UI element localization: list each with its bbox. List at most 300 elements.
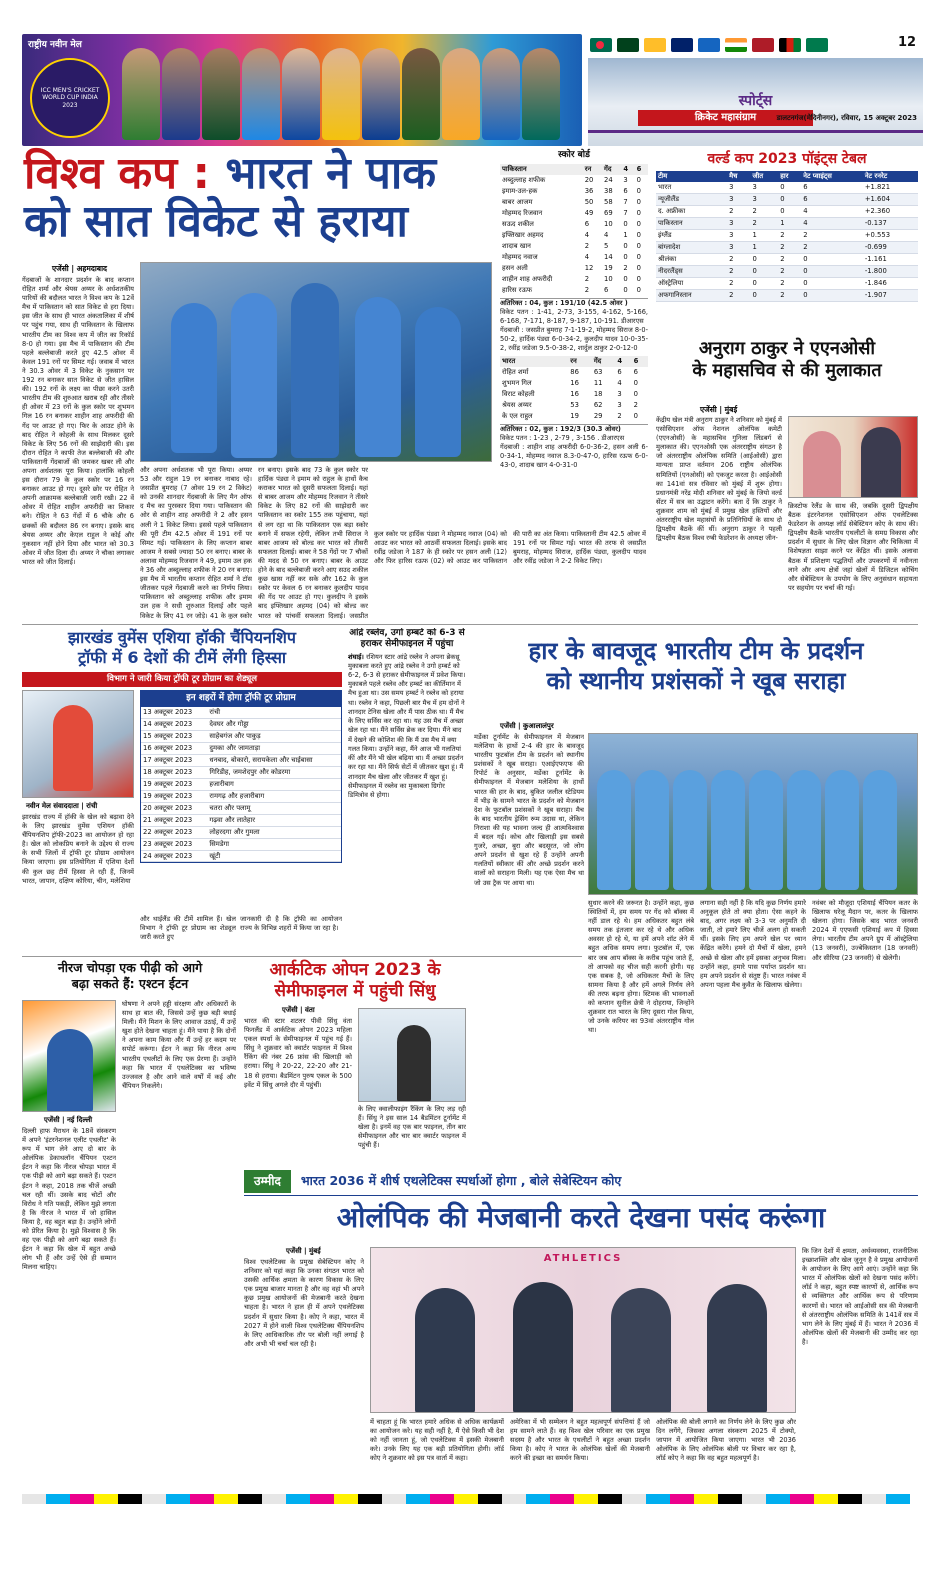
points-cell: +2.360 — [863, 206, 918, 218]
pak-fow: विकेट पतन : 1-41, 2-73, 3-155, 4-162, 5-166, 6-168, 7-171, 8-187, 9-187, 10-191. डीआरएस — [500, 307, 648, 325]
player-portrait — [122, 48, 160, 140]
neeraj-col2: घोषणा ने अपने हड्डी संरक्षण और अधिकारों के साथ हा बात की, जिससे उन्हें कुछ बड़ी बधाई मिली। मैंने मिशन के लिए आवाज उठाई, मैं उन्हें खुश होते देखना चाहता हूं। मैंने पाया है कि दोनों ने अपना काम किया और मैं उन्हें हर कदम पर सपोर्ट करूंगा। ईटन ने कहा कि नीरज अन्य भारतीय एथलीटों के लिए एक प्रेरणा हैं। उन्होंने कहा कि भारत में एथलेटिक्स का भविष्य उज्जवल है और आने वाले वर्षों में कई और चैंपियन निकलेंगे। — [122, 1000, 236, 1090]
schedule-row — [141, 742, 341, 754]
player-portraits — [122, 48, 560, 140]
batting-cell: 0 — [636, 252, 641, 261]
batting-cell: 10 — [604, 219, 613, 228]
adre-byline: शंघाई। — [348, 652, 364, 661]
schedule-row — [141, 707, 341, 718]
col-header: टीम — [658, 172, 668, 181]
batting-row — [500, 186, 648, 197]
adre-story — [348, 628, 466, 952]
world-cup-logo — [30, 58, 110, 138]
points-cell: -0.137 — [863, 218, 918, 230]
batting-cell: 2 — [623, 263, 628, 272]
trophy-schedule — [140, 690, 342, 863]
hockey-body-2: और थाईलैंड की टीमें शामिल हैं। खेल विभाग ने ट्रॉफी टूर प्रोग्राम का शेड्यूल जारी करते हुए — [140, 915, 236, 942]
batting-cell: 4 — [604, 230, 609, 239]
hockey-body: झारखंड राज्य में हॉकी के खेल को बढ़ावा देने के लिए झारखंड वुमेंस एशियन हॉकी चैंपियनशिप ट्रॉफी-2023 का आयोजन हो रहा है। खेल को लोकप्रिय बनाने के उद्देश्य से राज्य के सभी जिलों में ट्रॉफी टूर प्रोग्राम आयोजन किया जाएगा। इस प्रतियोगिता में एशिया देशों की कुल छह टीमें हिस्सा ले रही हैं, जिनमें भारत, जापान, दक्षिण कोरिया, चीन, मलेशिया — [22, 813, 134, 885]
batting-cell: 2 — [584, 274, 590, 283]
batting-row — [500, 219, 648, 230]
masthead-banner — [22, 34, 582, 146]
batting-cell: 0 — [636, 274, 641, 283]
col-header: मैच — [729, 172, 738, 181]
pak-batting-table — [500, 164, 648, 296]
batting-cell: 36 — [584, 186, 594, 195]
points-cell: न्यूजीलैंड — [656, 194, 727, 206]
batting-row — [500, 389, 648, 400]
points-cell: 0 — [750, 278, 778, 290]
hockey-body-3: जानकारी दी है कि ट्रॉफी का आयोजन राज्य के विभिन्न शहरों में किया जा रहा है। — [240, 915, 342, 933]
player-portrait — [322, 48, 360, 140]
trophy-schedule-title: इन शहरों में होगा ट्रॉफी टूर प्रोग्राम — [141, 691, 341, 707]
world-cup-logo-text: ICC MEN'S CRICKET WORLD CUP INDIA 2023 — [40, 87, 100, 109]
lead-col1: गेंदबाजों के शानदार प्रदर्शन के बाद कप्तान रोहित शर्मा और श्रेयस अय्यर के अर्धशतकीय पारियों की बदौलत भारत ने विश्व कप के 12वें मैच में पाकिस्तान को सात विकेट से हरा दिया। इस जीत के साथ ही भारत अंकतालिका में शीर्ष पर पहुंच गया, साथ ही पाकिस्तान के खिलाफ भारतीय टीम का विश्व कप में जीत का रिकॉर्ड 8-0 हो गया। इस मैच में पाकिस्तान की टीम पहले बल्लेबाजी करते हुए 42.5 ओवर में केवल 191 रनों पर सिमट गई। जवाब में भारत ने 30.3 ओवर में 3 विकेट के नुकसान पर 192 रन बनाकर सात विकेट से जीत हासिल की। 192 रनों के लक्ष्य का पीछा करने उतरी भारतीय टीम की शुरुआत खराब रही और तीसरे ही ओवर में 23 रनों के कुल स्कोर पर शुभमन गिल 16 रन बनाकर शाहीन शाह अफरीदी की गेंद पर आउट हो गए। फिर के आउट होने के बाद रोहित ने कोहली के साथ मिलकर दूसरे विकेट के लिए 56 रनों की साझेदारी की। इस दौरान रोहित ने काफी तेज बल्लेबाजी की और पाकिस्तानी गेंदबाजों की जमकर खबर ली और अपना अर्धशतक पूरा किया। हालांकि कोहली इस दौरान 79 के कुल स्कोर पर 16 रन बनाकर आउट हो गए। दूसरे छोर पर रोहित ने अपनी आक्रामक बल्लेबाजी जारी रखी। 22 वें ओवर में रोहित शाहीन अफरीदी का शिकार बने। रोहित ने 63 गेंदों में 6 चौके और 6 छक्कों की बदौलत 86 रन बनाए। इसके बाद श्रेयस अय्यर और केएल राहुल ने कोई और नुकसान नहीं होने दिया और भारत को 30.3 ओवर में जीत दिला दी। अय्यर ने चौका लगाकर भारत को जीत दिलाई। — [22, 276, 134, 566]
olympic-strap — [244, 1168, 918, 1196]
batting-cell: 24 — [604, 175, 613, 184]
col-header: 4 — [623, 164, 629, 173]
anurag-headline-line2: के महासचिव से की मुलाकात — [692, 359, 882, 381]
points-cell: 2 — [750, 218, 778, 230]
schedule-cell: 16 अक्टूबर 2023 — [141, 742, 207, 754]
sindhu-headline-line1: आर्कटिक ओपन 2023 के — [269, 960, 441, 980]
points-cell: 2 — [727, 290, 750, 302]
batting-cell: 0 — [633, 389, 638, 398]
batting-cell: 0 — [636, 197, 641, 206]
points-cell: 3 — [727, 182, 750, 193]
schedule-row — [141, 826, 341, 838]
schedule-cell: देवघर और गोड्डा — [207, 718, 341, 730]
neeraj-headline — [22, 960, 238, 993]
batting-cell: 12 — [584, 263, 594, 272]
batting-cell: 6 — [623, 186, 628, 195]
points-cell: 2 — [778, 242, 801, 254]
batting-row — [500, 241, 648, 252]
batting-cell: शाहीन शाह अफरीदी — [502, 274, 553, 283]
col-header: 4 — [617, 357, 623, 366]
schedule-cell: हजारीबाग — [207, 778, 341, 790]
points-cell: श्रीलंका — [656, 254, 727, 266]
banner-title: क्रिकेट महासंग्राम — [694, 112, 757, 123]
player-portrait — [402, 48, 440, 140]
points-cell: 0 — [750, 254, 778, 266]
india-team-photo — [140, 262, 492, 462]
points-cell: 2 — [727, 206, 750, 218]
batting-row — [500, 208, 648, 219]
batting-cell: 29 — [593, 411, 603, 420]
ind-extras: अतिरिक्त : 02, कुल : 192/3 (30.3 ओवर) — [500, 424, 648, 434]
points-row — [656, 290, 918, 302]
col-header: नेट प्वाइंट्स — [803, 172, 832, 181]
lead-headline — [24, 150, 484, 245]
batting-cell: अब्दुल्लाह शफीक — [502, 175, 546, 184]
banner-underline — [588, 130, 923, 133]
batting-cell: इफ्तिखार अहमद — [502, 230, 544, 239]
batting-cell: 4 — [584, 252, 590, 261]
flag-icon — [752, 38, 774, 52]
batting-row — [500, 263, 648, 274]
points-row — [656, 194, 918, 206]
football-team-photo — [588, 733, 918, 895]
lead-byline: एजेंसी | अहमदाबाद — [52, 264, 108, 273]
points-cell: 3 — [750, 182, 778, 193]
schedule-cell: 20 अक्टूबर 2023 — [141, 802, 207, 814]
trophy-schedule-table — [141, 707, 341, 863]
batting-cell: 0 — [636, 230, 641, 239]
points-cell: 2 — [727, 278, 750, 290]
football-byline: एजेंसी | कुआलालंपुर — [500, 722, 554, 730]
batting-cell: 0 — [633, 411, 638, 420]
points-cell: बांग्लादेश — [656, 242, 727, 254]
schedule-cell: 21 अक्टूबर 2023 — [141, 814, 207, 826]
batting-cell: 6 — [584, 219, 590, 228]
points-cell: 0 — [778, 182, 801, 193]
batting-cell: 0 — [636, 285, 641, 294]
batting-cell: 0 — [623, 219, 628, 228]
batting-row — [500, 367, 648, 378]
player-portrait — [482, 48, 520, 140]
schedule-cell: 23 अक्टूबर 2023 — [141, 838, 207, 850]
sindhu-headline — [244, 960, 466, 1003]
batting-cell: 5 — [604, 241, 609, 250]
batting-cell: इमाम-उल-हक — [502, 186, 538, 195]
col-header: पाकिस्तान — [502, 164, 527, 173]
points-cell: 6 — [801, 182, 863, 193]
batting-cell: 86 — [570, 368, 579, 377]
player-portrait — [522, 48, 560, 140]
player-portrait — [362, 48, 400, 140]
points-cell: 2 — [778, 230, 801, 242]
neeraj-headline-line2: बढ़ा सकते हैं: एश्टन ईटन — [71, 976, 189, 992]
batting-cell: 69 — [604, 208, 613, 217]
neeraj-col1: दिल्ली हाफ मैराथन के 18वें संस्करण में अपने 'इंटरनेशनल एलीट एथलीट' के रूप में भाग लेने आए दो बार के ओलंपिक डेकाथलॉन चैंपियन एश्टन ईटन ने कहा कि नीरज चोपड़ा भारत में एक पीढ़ी को आगे बढ़ा सकते हैं। एश्टन ईटन ने कहा, 2018 तक चीजें अच्छी चल रही थीं। उसके बाद चोटों और विरोध ने गति पकड़ी, लेकिन मुझे लगता है कि नीरज ने भारत में जो हासिल किया है, वह बहुत बड़ा है। उन्होंने लोगों को प्रेरित किया है। मुझे विश्वास है कि वह एक पीढ़ी को आगे बढ़ा सकते हैं। ईटन ने कहा कि खेल में बहुत अच्छे लोग भी हैं और उन्हें ऐसे ही सम्मान मिलना चाहिए। — [22, 1127, 116, 1272]
points-row — [656, 278, 918, 290]
football-headline — [474, 636, 918, 696]
batting-cell: श्रेयस अय्यर — [502, 400, 532, 409]
batting-cell: 1 — [623, 230, 628, 239]
col-header: रन — [570, 357, 577, 366]
batting-cell: 18 — [593, 389, 603, 398]
schedule-cell: खूंटी — [207, 850, 341, 862]
schedule-cell: 18 अक्टूबर 2023 — [141, 766, 207, 778]
batting-cell: 0 — [636, 175, 641, 184]
batting-cell: 14 — [604, 252, 613, 261]
section-divider — [22, 956, 582, 957]
points-cell: 0 — [801, 266, 863, 278]
points-cell: 2 — [750, 206, 778, 218]
points-cell: भारत — [656, 182, 727, 193]
points-cell: 2 — [801, 230, 863, 242]
sindhu-col2: के लिए क्वालीफाइंग रैंकिंग के लिए लड़ रही हैं। सिंधु ने इस साल 14 बैडमिंटन टूर्नामेंट में खेला है। इनमें वह एक बार फाइनल, तीन बार सेमीफाइनल और चार बार क्वार्टर फाइनल में पहुंची हैं। — [358, 1105, 466, 1150]
batting-row — [500, 197, 648, 208]
batting-cell: 7 — [623, 208, 628, 217]
schedule-row — [141, 754, 341, 766]
points-table — [656, 171, 918, 302]
points-cell: 2 — [778, 290, 801, 302]
batting-row — [500, 252, 648, 263]
batting-cell: 16 — [570, 389, 579, 398]
points-row — [656, 266, 918, 278]
football-headline-line1: हार के बावजूद भारतीय टीम के प्रदर्शन — [528, 637, 864, 665]
olympic-photo: ATHLETICS — [370, 1247, 796, 1413]
sindhu-byline: एजेंसी | वंता — [282, 1006, 315, 1014]
olympic-col2: में चाहता हूं कि भारत हमारे अधिक से अधिक कार्यक्रमों का आयोजन करे। यह सही नहीं है, मैं ऐसे किसी भी देश को नहीं जानता हूं, जो एथलेटिक्स में इसकी मेजबानी करे। उनके लिए यह एक बड़ी प्रतियोगिता होगी। लॉर्ड कोए ने शुक्रवार को इस पत्र वार्ता में कहा। — [370, 1418, 504, 1463]
player-portrait — [242, 48, 280, 140]
points-cell: 0 — [801, 278, 863, 290]
points-cell: -1.161 — [863, 254, 918, 266]
olympic-col3: अमेरिका में भी सम्मेलन ने बहुत महत्वपूर्ण संपत्तियां हैं जो हम सामने लाते हैं। वह विश्व खेल परिवार का एक प्रमुख सदस्य है और भारत के एथलीटों ने बहुत अच्छा प्रदर्शन किया है। कोए ने भारत के ओलंपिक खेलों की मेजबानी करने की इच्छा का समर्थन किया। — [510, 1418, 650, 1463]
batting-cell: 2 — [633, 400, 638, 409]
schedule-cell: 19 अक्टूबर 2023 — [141, 790, 207, 802]
batting-row — [500, 285, 648, 296]
batting-cell: 0 — [636, 219, 641, 228]
hockey-byline: नवीन मेल संवाददाता | रांची — [26, 802, 98, 810]
supplement-name: राष्ट्रीय नवीन मेल — [28, 40, 82, 50]
batting-row — [500, 274, 648, 285]
stadium-banner — [588, 58, 923, 146]
anurag-headline-line1: अनुराग ठाकुर ने एएनओसी — [698, 338, 876, 359]
batting-cell: शुभमन गिल — [502, 379, 532, 387]
points-cell: +0.553 — [863, 230, 918, 242]
batting-cell: 3 — [623, 175, 628, 184]
col-header: जीत — [752, 172, 764, 181]
points-cell: 6 — [801, 194, 863, 206]
batting-cell: हारिस रऊफ — [502, 285, 533, 294]
neeraj-byline: एजेंसी | नई दिल्ली — [44, 1116, 93, 1124]
points-cell: -1.800 — [863, 266, 918, 278]
col-header: नेट रनरेट — [864, 172, 888, 181]
schedule-cell: दुमका और जामताड़ा — [207, 742, 341, 754]
points-cell: +1.821 — [863, 182, 918, 193]
pak-bowling: गेंदबाजी : जसप्रीत बुमराह 7-1-19-2, मोहम्मद सिराज 8-0-50-2, हार्दिक पंड्या 6-0-34-2, कुलदीप यादव 10-0-35-2, रवींद्र जडेजा 9.5-0-38-2, शार्दुल ठाकुर 2-0-12-0 — [500, 325, 648, 352]
lead-headline-line1: भारत ने पाक — [225, 148, 437, 199]
schedule-row — [141, 730, 341, 742]
batting-cell: मोहम्मद रिजवान — [502, 208, 543, 217]
col-header: 6 — [633, 357, 639, 366]
hockey-photo — [22, 690, 134, 798]
neeraj-photo — [22, 1000, 116, 1112]
print-registration-strip — [22, 1494, 918, 1504]
col-header: हार — [780, 172, 789, 181]
batting-cell: रोहित शर्मा — [502, 368, 529, 377]
points-cell: -1.907 — [863, 290, 918, 302]
schedule-cell: 24 अक्टूबर 2023 — [141, 850, 207, 862]
scoreboard — [500, 150, 648, 470]
schedule-cell: 14 अक्टूबर 2023 — [141, 718, 207, 730]
batting-cell: 2 — [584, 241, 590, 250]
ind-bowling: गेंदबाजी : शाहीन शाह अफरीदी 6-0-36-2, हसन अली 6-0-34-1, मोहम्मद नवाज 8.3-0-47-0, हारिस रऊफ 6-0-43-0, शादाब खान 4-0-31-0 — [500, 443, 648, 470]
ind-batting-table — [500, 356, 648, 422]
schedule-cell: 22 अक्टूबर 2023 — [141, 826, 207, 838]
batting-cell: 63 — [593, 368, 603, 377]
points-cell: +1.604 — [863, 194, 918, 206]
anurag-col2: क्रिस्टोफ रेलैंड के साथ की, जबकि दूसरी द्विपक्षीय बैठक इंटरनेशनल एसोसिएशन ऑफ एथलेटिक्स फेडरेशन के अध्यक्ष लॉर्ड सेबेस्टियन कोए के साथ की। द्विपक्षीय बैठकें भारतीय एथलीटों के समग्र विकास और प्रदर्शन में सुधार के लिए खेल विज्ञान और चिकित्सा में विशेषज्ञता साझा करने पर केंद्रित थीं। इसके अलावा बैठक में प्रशिक्षण पद्धतियों और उपकरणों में नवीनता लाने और अन्य क्षेत्रों जहां खेलों में डिजिटल कोचिंग और सेबेस्टियन के उपयोग के लिए अनुसंधान सहायता पर सहयोग पर चर्चा की गई। — [788, 502, 918, 592]
flag-icon — [671, 38, 693, 52]
schedule-row — [141, 850, 341, 862]
football-col4: नवंबर को मौजूदा एशियाई चैंपियन कतर के खिलाफ घरेलू मैदान पर, कतर के खिलाफ खेलना होगा। जिसके बाद भारत जनवरी 2024 में एएफसी एशियाई कप में हिस्सा लेगा। भारतीय टीम अपने ग्रुप में ऑस्ट्रेलिया (13 जनवरी), उज्बेकिस्तान (18 जनवरी) और सीरिया (23 जनवरी) से खेलेगी। — [812, 899, 918, 962]
batting-cell: 4 — [584, 230, 590, 239]
batting-cell: 2 — [584, 285, 590, 294]
olympic-byline: एजेंसी | मुंबई — [286, 1247, 321, 1255]
points-cell: 2 — [778, 266, 801, 278]
points-row — [656, 206, 918, 218]
points-cell: 4 — [801, 218, 863, 230]
player-portrait — [282, 48, 320, 140]
batting-cell: 0 — [636, 208, 641, 217]
anurag-photo — [788, 416, 918, 498]
points-cell: 3 — [727, 194, 750, 206]
batting-cell: 58 — [604, 197, 613, 206]
schedule-cell: लोहरदगा और गुमला — [207, 826, 341, 838]
batting-cell: 19 — [604, 263, 613, 272]
batting-cell: बाबर आजम — [502, 197, 533, 206]
points-cell: 3 — [727, 242, 750, 254]
batting-row — [500, 411, 648, 422]
points-row — [656, 254, 918, 266]
points-table-block — [656, 150, 918, 302]
batting-cell: 20 — [584, 175, 594, 184]
batting-cell: 3 — [617, 389, 622, 398]
hockey-headline-line2: ट्रॉफी में 6 देशों की टीमें लेंगी हिस्सा — [77, 648, 287, 667]
batting-row — [500, 230, 648, 241]
schedule-cell: सिमडेगा — [207, 838, 341, 850]
batting-cell: 62 — [593, 400, 603, 409]
olympic-kicker — [244, 1170, 291, 1194]
points-cell: 0 — [750, 266, 778, 278]
batting-cell: 38 — [604, 186, 613, 195]
batting-cell: शादाब खान — [502, 241, 531, 250]
schedule-row — [141, 802, 341, 814]
olympic-strap-text: भारत 2036 में शीर्ष एथलेटिक्स स्पर्धाओं होगा , बोले सेबेस्टियन कोए — [300, 1173, 622, 1189]
page-number: 12 — [898, 35, 917, 50]
col-header: रन — [584, 164, 592, 173]
lead-headline-line2: को सात विकेट से हराया — [24, 195, 408, 247]
batting-cell: 19 — [570, 411, 579, 420]
schedule-row — [141, 790, 341, 802]
batting-row — [500, 400, 648, 411]
olympic-col1: विश्व एथलेटिक्स के प्रमुख सेबेस्टियन कोए ने शनिवार को यहां कहा कि उनका संगठन भारत को उसकी आर्थिक क्षमता के कारण विकास के लिए एक प्रमुख बाजार मानता है और वह वहां भी अपने कुछ प्रमुख आयोजनों की मेजबानी करते देखना चाहता है। भारत ने हाल ही में अपने एथलेटिक्स प्रदर्शन में सुधार किया है। कोए ने कहा, भारत में 2027 में होने वाली विश्व एथलेटिक्स चैंपियनशिप के लिए आधिकारिक तौर पर बोली नहीं लगाई है और अभी भी चर्चा चल रही है। — [244, 1258, 364, 1348]
points-row — [656, 182, 918, 193]
hockey-headline-line1: झारखंड वुमेंस एशिया हॉकी चैंपियनशिप — [67, 628, 297, 647]
flag-icon — [698, 38, 720, 52]
points-cell: 2 — [778, 254, 801, 266]
batting-cell: 0 — [636, 263, 641, 272]
sindhu-photo — [358, 1008, 466, 1102]
batting-cell: 2 — [617, 411, 622, 420]
schedule-row — [141, 718, 341, 730]
schedule-cell: गढ़वा और लातेहार — [207, 814, 341, 826]
schedule-cell: धनबाद, बोकारो, सरायकेला और चाईबासा — [207, 754, 341, 766]
col-header: गेंद — [593, 357, 602, 366]
anurag-col1: केंद्रीय खेल मंत्री अनुराग ठाकुर ने शनिवार को मुंबई में एसोसिएशन ऑफ नेशनल ओलंपिक कमेटी (एएनओसी) के महासचिव गुनिला लिंडबर्ग से मुलाकात की। एएनओसी एक अंतरराष्ट्रीय संगठन है जो अंतरराष्ट्रीय ओलंपिक समिति (आईओसी) द्वारा मान्यता प्राप्त वर्तमान 206 राष्ट्रीय ओलंपिक समितियों (एनओसी) को एकजुट करता है। आईओसी का 141वां सत्र रविवार को मुंबई में शुरू होगा। प्रधानमंत्री नरेंद्र मोदी शनिवार को मुंबई के जियो वर्ल्ड सेंटर में सत्र का उद्घाटन करेंगे। बता दें कि ठाकुर ने शुक्रवार शाम को मुंबई में प्रमुख खेल हस्तियों और अंतरराष्ट्रीय खेल महासंघों के प्रतिनिधियों के साथ दो द्विपक्षीय बैठकें कीं थीं। अनुराग ठाकुर ने पहली द्विपक्षीय बैठक विश्व रग्बी फेडरेशन के अध्यक्ष जीन- — [656, 416, 782, 543]
schedule-cell: रांची — [207, 707, 341, 718]
points-cell: द. अफ्रीका — [656, 206, 727, 218]
lead-col4: कुल स्कोर पर हार्दिक पंड्या ने मोहम्मद नवाज (04) को आउट कर भारत को आठवीं सफलता दिलाई। इसके बाद रवींद्र जडेजा ने 187 के ही स्कोर पर हसन अली (12) और फिर हारिस रऊफ (02) को आउट कर पाकिस्तान की पारी का अंत किया। पाकिस्तानी टीम 42.5 ओवर में 191 रनों पर सिमट गई। भारत की तरफ से जसप्रीत बुमराह, मोहम्मद सिराज, हार्दिक पंड्या, कुलदीप यादव और रवींद्र जडेजा ने 2-2 विकेट लिए। — [374, 530, 646, 566]
batting-cell: 6 — [633, 368, 638, 377]
points-cell: 2 — [727, 266, 750, 278]
batting-cell: 0 — [623, 274, 628, 283]
points-cell: 2 — [778, 278, 801, 290]
points-cell: 3 — [750, 194, 778, 206]
olympic-kicker-text: उम्मीद — [254, 1173, 281, 1188]
batting-row — [500, 378, 648, 389]
schedule-cell: 17 अक्टूबर 2023 — [141, 754, 207, 766]
hockey-headline — [22, 628, 342, 668]
dateline: डालटनगंज(मेदिनीनगर), रविवार, 15 अक्टूबर 2023 — [776, 114, 917, 122]
flag-icon — [806, 38, 828, 52]
flag-icon — [590, 38, 612, 52]
batting-cell: 0 — [623, 285, 628, 294]
olympic-headline: ओलंपिक की मेजबानी करते देखना पसंद करूंगा — [336, 1201, 826, 1234]
hockey-strap-text: विभाग ने जारी किया ट्रॉफी टूर प्रोग्राम का शेड्यूल — [107, 674, 257, 684]
hockey-strap — [22, 672, 342, 687]
points-cell: ऑस्ट्रेलिया — [656, 278, 727, 290]
points-cell: 0 — [801, 290, 863, 302]
football-headline-line2: को स्थानीय प्रशंसकों ने खूब सराहा — [546, 667, 846, 695]
anurag-byline: एजेंसी | मुंबई — [700, 405, 738, 414]
col-header: 6 — [636, 164, 642, 173]
points-cell: -1.846 — [863, 278, 918, 290]
player-portrait — [202, 48, 240, 140]
batting-cell: 4 — [617, 379, 622, 387]
batting-cell: के एल राहुल — [502, 411, 533, 420]
points-cell: 1 — [778, 218, 801, 230]
schedule-cell: साहेबगंज और पाकुड़ — [207, 730, 341, 742]
adre-headline: आंद्रे रब्लेव, उगो हम्बर्ट को 6-3 से हराकर सेमीफाइनल में पहुंचा — [349, 628, 465, 650]
points-cell: 4 — [801, 206, 863, 218]
batting-cell: 0 — [633, 379, 638, 387]
points-cell: -0.699 — [863, 242, 918, 254]
adre-body: रशियन स्टार आंद्रे रब्लेव ने अपना ब्रेकथ्रू मुकाबला करते हुए आंद्रे रब्लेव ने उगो हम्बर्ट को 6-2, 6-3 से हराकर सेमीफाइनल में प्रवेश किया। मुकाबले पहले रब्लेव और हम्बर्ट का कीर्तिमान में मैच हुआ था। उस समय हम्बर्ट ने रब्लेव को हराया था। रब्लेव ने कहा, पिछली बार मैच में हम दोनों ने शानदार टेनिस खेला और मैं पास ठीक था। मैं मैच के लिए सर्विस कर रहा था। यह उस मैच में अच्छा खेल रहा था। मैंने सर्विस ब्रेक कर दिया। मैंने बाद में देखने की कोशिश की कि मैं उस मैच में क्या गलत किया। उन्होंने कहा, मैंने आज भी गलतियां कीं और मैंने भी खेल बढ़िया था। मैं अच्छा प्रदर्शन कर रहा था। मैंने सिर्फ सेटों में जीतकर खुश हूं। मैं शानदार मैच खेला और जीतकर मैं खुश हूं। सेमीफाइनल में रब्लेव का मुकाबला ग्रिगोर डिमित्रोव से होगा। — [348, 652, 466, 800]
col-header: भारत — [502, 357, 516, 366]
batting-cell: 0 — [623, 241, 628, 250]
batting-cell: 0 — [636, 241, 641, 250]
batting-cell: मोहम्मद नवाज — [502, 252, 538, 261]
flag-icon — [617, 38, 639, 52]
section-name: स्पोर्ट्स — [738, 93, 773, 109]
schedule-row — [141, 814, 341, 826]
points-row — [656, 218, 918, 230]
olympic-col5: कि जिन देशों में क्षमता, अर्थव्यवस्था, राजनीतिक इच्छाशक्ति और खेल जुनून है वे प्रमुख आयोजनों के आयोजन के लिए आगे आएं। उन्होंने कहा कि भारत में ओलंपिक खेलों को देखना पसंद करेंगे। लॉर्ड ने कहा, बहुत स्पष्ट कारणों से, आर्थिक रूप से व्यक्तिगत और आर्थिक रूप से परिणाम कारणों से। भारत को आईओसी सत्र की मेजबानी से अंतरराष्ट्रीय ओलंपिक समिति के 141वें सत्र में भाग लेने के लिए मुंबई में हैं। भारत ने 2036 में ओलंपिक खेलों की मेजबानी की उम्मीद कर रहा है। — [802, 1247, 918, 1346]
batting-cell: 10 — [604, 274, 613, 283]
batting-cell: 11 — [593, 379, 603, 387]
lead-col2: और अपना अर्धशतक भी पूरा किया। अय्यर 53 और राहुल 19 रन बनाकर नाबाद रहे। जसप्रीत बुमराह (7 ओवर 19 रन 2 विकेट) को उनकी शानदार गेंदबाजी के लिए मैन ऑफ द मैच का पुरस्कार दिया गया। पाकिस्तान की ओर से शाहीन शाह अफरीदी ने 2 और हसन अली ने 1 विकेट लिया। इससे पहले पाकिस्तान की पूरी टीम 42.5 ओवर में 191 रनों पर सिमट गई। पाकिस्तान के लिए कप्तान बाबर आजम ने सबसे ज्यादा 50 रन बनाए। बाबर के अलावा मोहम्मद रिजवान ने 49, इमाम उल हक ने 36 और अब्दुल्लाह शफीक ने 20 रन बनाए। इस मैच में भारतीय कप्तान रोहित शर्मा ने टॉस जीतकर पहले गेंदबाजी करने का निर्णय लिया। पाकिस्तान को अब्दुल्लाह शफीक और इमाम उल हक ने सधी शुरुआत दिलाई और पहले विकेट के लिए 41 रन जोड़े। 41 के कुल स्कोर — [140, 466, 252, 619]
points-cell: 2 — [801, 242, 863, 254]
points-cell: 0 — [778, 206, 801, 218]
batting-cell: 3 — [617, 400, 622, 409]
points-cell: 0 — [750, 290, 778, 302]
football-col2: सुधार करने की जरूरत है। उन्होंने कहा, कुछ स्थितियों में, हम समय पर गेंद को बॉक्स में नहीं डाल रहे थे। हम अधिकतर बहुत लंबे समय तक इंतजार कर रहे थे और अधिक अवसर हो रहे थे, या हमें अपने शॉट लेने में बहुत अधिक समय लगा। फुटबॉल में, एक बार जब आप बॉक्स के करीब पहुंच जाते हैं, तो आपको वह चीज सही करनी होगी। यह एक सबक है, जो अधिकतर मैचों के लिए सामना किया है और हमें अगले निर्णय लेने की तरफ बढ़ना होगा। स्टिमक की भावनाओं को कप्तान सुनील छेत्री ने दोहराया, जिन्होंने शुक्रवार रात भारत के लिए दूसरा गोल किया, जो उनके करियर का 93वां अंतरराष्ट्रीय गोल था। — [588, 899, 694, 1035]
schedule-cell: चतरा और पलामू — [207, 802, 341, 814]
schedule-row — [141, 838, 341, 850]
football-col3: लगाना सही नहीं है कि यदि कुछ निर्णय हमारे अनुकूल होते तो क्या होता। ऐसा कहने के बाद, अगर लक्ष्य को 3-3 पर अनुमति दी जाती, तो हमारे लिए चीजें अलग हो सकती थीं। इसके लिए हम अपने खेल पर ध्यान केंद्रित करेंगे। हमने दो मैचों में खेला, हमने अच्छे से खेला और हमें इसका अनुभव मिला। उन्होंने कहा, हमारे पास पर्याप्त प्रदर्शन था। हम अपने प्रदर्शन से संतुष्ट हैं। भारत नवंबर में अपना पहला मैच कुवैत के खिलाफ खेलेगा। — [700, 899, 806, 989]
batting-cell: 50 — [584, 197, 594, 206]
player-portrait — [442, 48, 480, 140]
sindhu-headline-line2: सेमीफाइनल में पहुंची सिंधु — [274, 981, 436, 1002]
batting-cell: 49 — [584, 208, 594, 217]
points-cell: 3 — [727, 230, 750, 242]
neeraj-headline-line1: नीरज चोपड़ा एक पीढ़ी को आगे — [57, 960, 203, 975]
schedule-cell: गिरिडीह, जमशेदपुर और कोडरमा — [207, 766, 341, 778]
schedule-row — [141, 778, 341, 790]
points-cell: 2 — [727, 254, 750, 266]
football-col1: मर्डेका टूर्नामेंट के सेमीफाइनल में मेजबान मलेशिया के हाथों 2-4 की हार के बावजूद भारतीय फुटबॉल टीम के प्रदर्शन को स्थानीय प्रशंसकों ने खूब सराहा। एआईएफएफ की रिपोर्ट के अनुसार, मर्डेका टूर्नामेंट के सेमीफाइनल में मेजबान मलेशिया के हाथों भारत की हार के बाद, बुकित जलील स्टेडियम में भीड़ के सामने भारत के प्रदर्शन को मेजबान देश के फुटबॉल प्रशंसकों ने खूब सराहा। मैच के बाद भारतीय ड्रेसिंग रूम उदास था, लेकिन निराशा की यह भावना जल्द ही आत्मविश्वास में बदल गई। कोच और खिलाड़ी इस सबसे गुजरे, अच्छा, बुरा और बदसूरत, जो लोग अपने प्रदर्शन से खुश रहे हैं उन्होंने अपनी गलतियों स्वीकार कीं और अच्छे प्रदर्शन करने वालों को सराहना मिली। यह एक ऐसा मैच था जो उस ट्रैक पर आया था। — [474, 733, 584, 887]
points-row — [656, 242, 918, 254]
ind-fow: विकेट पतन : 1-23 , 2-79 , 3-156 . डीआरएस — [500, 433, 625, 442]
lead-headline-tag: विश्व कप : — [24, 148, 211, 199]
player-portrait — [162, 48, 200, 140]
batting-cell: विराट कोहली — [502, 389, 535, 398]
